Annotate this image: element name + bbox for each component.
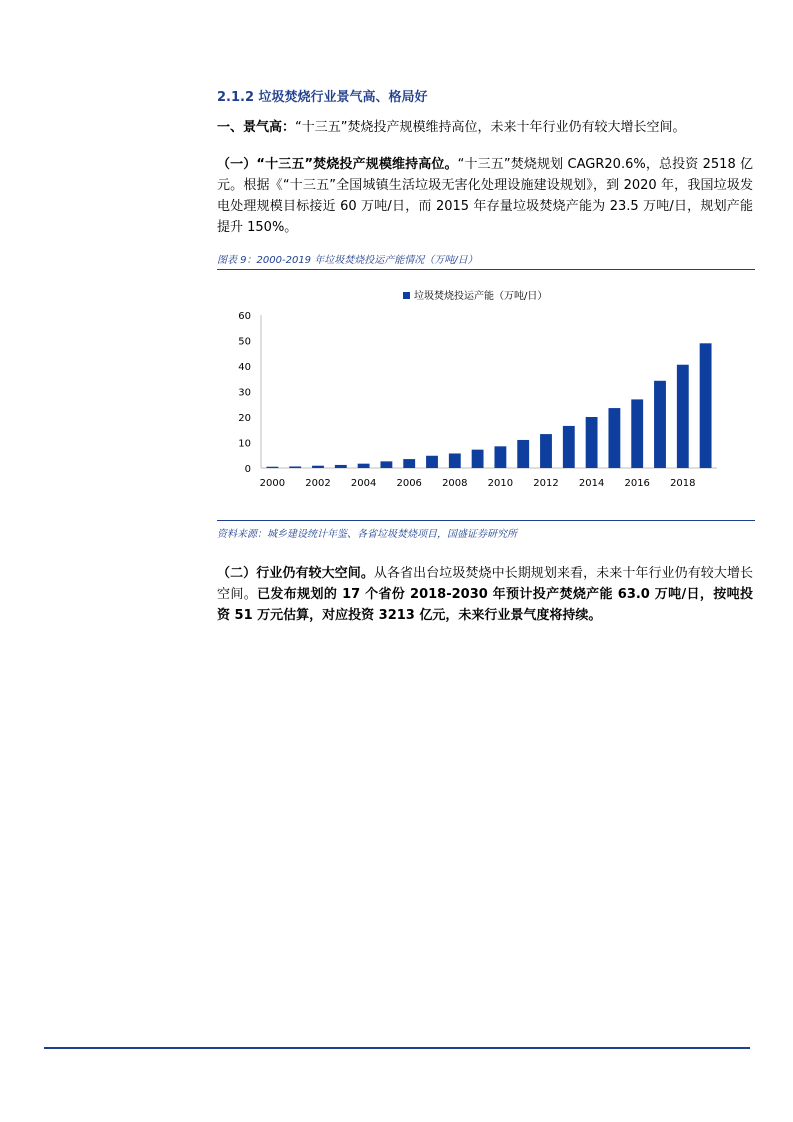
bar-2013 [563, 426, 575, 468]
figure-top-rule [217, 269, 755, 270]
x-tick-label: 2012 [533, 478, 559, 489]
y-tick-label: 30 [238, 387, 251, 399]
bar-2006 [403, 459, 415, 468]
bar-2015 [608, 408, 620, 468]
section-title: 2.1.2 垃圾焚烧行业景气高、格局好 [217, 90, 428, 105]
bar-2001 [289, 466, 301, 468]
bar-2012 [540, 434, 552, 468]
lead-bold: 一、景气高： [217, 120, 296, 135]
bar-2019 [700, 343, 712, 468]
y-tick-label: 0 [244, 464, 251, 475]
bars [266, 343, 711, 468]
bar-2014 [586, 417, 598, 468]
lead-text: “十三五”焚烧投产规模维持高位，未来十年行业仍有较大增长空间。 [295, 120, 686, 135]
x-tick-label: 2004 [350, 478, 377, 489]
x-axis [260, 468, 717, 489]
x-tick-label: 2014 [578, 478, 605, 489]
x-tick-label: 2016 [624, 478, 650, 489]
bar-2000 [266, 467, 278, 468]
x-tick-label: 2002 [305, 478, 331, 489]
bar-chart [217, 278, 755, 514]
figure-source: 资料来源：城乡建设统计年鉴、各省垃圾焚烧项目，国盛证券研究所 [217, 529, 517, 540]
paragraph-1-text: “十三五”焚烧规划 CAGR20.6%，总投资 2518 亿元。根据《“十三五”全国城镇生活垃圾无害化处理设施建设规划》，到 2020 年，我国垃圾发电处理规模目标接近 60 万吨/日，而 2015 年存量垃圾焚烧产能为 23.5 万吨/日，规划产能提升 150%。 [217, 157, 753, 235]
paragraph-2-text: 从各省出台垃圾焚烧中长期规划来看，未来十年行业仍有较大增长空间。 [217, 566, 753, 602]
bar-2008 [449, 453, 461, 468]
bar-2009 [472, 450, 484, 468]
lead-paragraph [217, 118, 757, 138]
y-tick-label: 50 [238, 336, 251, 348]
x-tick-label: 2006 [396, 478, 422, 489]
y-tick-label: 60 [238, 311, 251, 322]
x-tick-label: 2010 [487, 478, 514, 489]
bar-2005 [380, 461, 392, 468]
bar-2018 [677, 365, 689, 468]
bar-2010 [494, 446, 506, 468]
y-tick-label: 10 [238, 438, 251, 450]
paragraph-1 [217, 154, 753, 238]
figure-bottom-rule [217, 520, 755, 521]
bar-2017 [654, 381, 666, 468]
x-tick-label: 2000 [259, 478, 286, 489]
paragraph-2-heading: （二）行业仍有较大空间。 [217, 566, 374, 581]
bar-2002 [312, 466, 324, 468]
paragraph-1-heading: （一）“十三五”焚烧投产规模维持高位。 [217, 157, 458, 172]
y-tick-label: 20 [238, 413, 251, 424]
paragraph-2-bold-text: 已发布规划的 17 个省份 2018-2030 年预计投产焚烧产能 63.0 万吨/日，按吨投资 51 万元估算，对应投资 3213 亿元，未来行业景气度将持续。 [217, 587, 753, 623]
bar-2016 [631, 399, 643, 468]
y-axis [238, 311, 261, 475]
bar-2011 [517, 440, 529, 468]
bar-2004 [358, 464, 370, 468]
bar-2003 [335, 465, 347, 468]
footer-rule [44, 1047, 750, 1049]
figure-caption: 图表 9：2000-2019 年垃圾焚烧投运产能情况（万吨/日） [217, 255, 478, 266]
paragraph-2 [217, 563, 753, 626]
x-tick-label: 2008 [442, 478, 468, 489]
y-tick-label: 40 [238, 362, 251, 373]
x-tick-label: 2018 [670, 478, 696, 489]
legend-label: 垃圾焚烧投运产能（万吨/日） [414, 291, 548, 302]
legend-swatch [403, 292, 410, 299]
bar-2007 [426, 456, 438, 468]
